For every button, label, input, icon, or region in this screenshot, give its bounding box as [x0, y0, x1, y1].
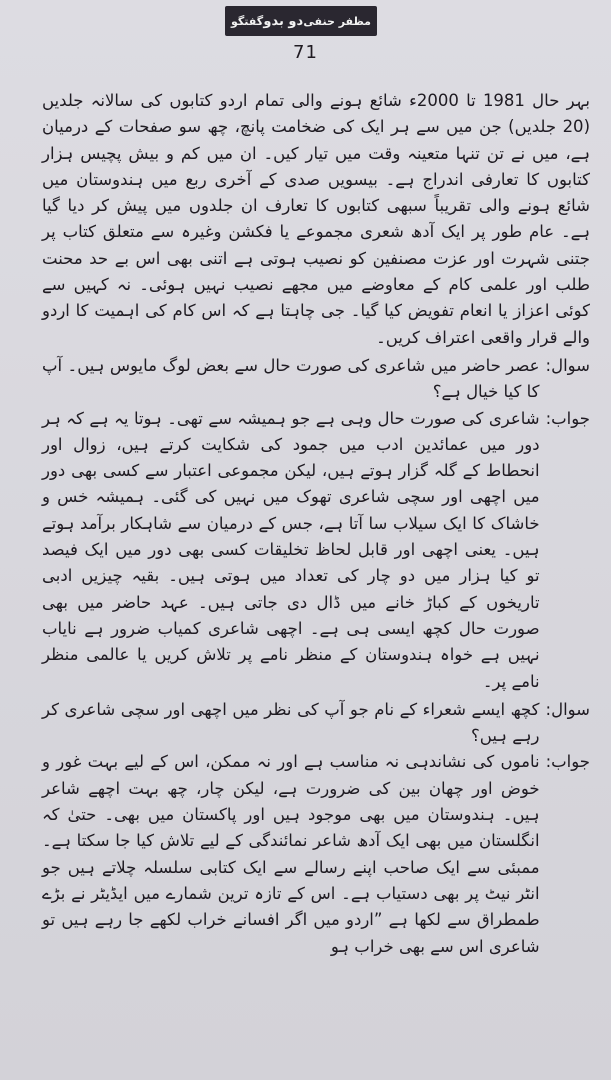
- page-number: 71: [293, 42, 318, 63]
- question-label: سوال:: [545, 699, 590, 719]
- header-book-title: دو بدو: [263, 13, 304, 29]
- answer-text: ناموں کی نشاندہی نہ مناسب ہے اور نہ ممکن، اس کے لیے بہت غور و خوض اور چھان بین کی ضرورت ہے، لیکن چار، چھ بہت اچھے شاعر ہیں۔ ہندوستان میں بھی موجود ہیں اور پاکستان میں بھی۔ حتیٰ کہ انگلستان میں بھی ایک آدھ شاعر نمائندگی کے لیے تلاش کیا جا سکتا ہے۔ ممبئی سے ایک صاحب اپنے رسالے سے ایک کتابی سلسلہ چلاتے ہیں جو انٹر نیٹ پر بھی دستیاب ہے۔ اس کے تازہ ترین شمارے میں ایڈیٹر نے بڑے طمطراق سے لکھا ہے ”اردو میں اگر افسانے خراب لکھے جا رہے ہیں تو شاعری اس سے بھی خراب ہو: [42, 752, 540, 956]
- question-1: [42, 353, 590, 406]
- question-text: کچھ ایسے شعراء کے نام جو آپ کی نظر میں اچھی اور سچی شاعری کر رہے ہیں؟: [42, 699, 540, 746]
- answer-1: [42, 406, 590, 695]
- answer-text: شاعری کی صورت حال وہی ہے جو ہمیشہ سے تھی۔ ہوتا یہ ہے کہ ہر دور میں عمائدین ادب میں جمود کی شکایت کرتے ہیں، زوال اور انحطاط کے گلہ گزار ہوتے ہیں، لیکن مجموعی اعتبار سے کسی بھی دور میں اچھی اور سچی شاعری تھوک میں نہیں کی گئی۔ ہمیشہ خس و خاشاک کا ایک سیلاب سا آتا ہے، جس کے درمیان سے شاہکار برآمد ہوتے ہیں۔ یعنی اچھی اور قابل لحاظ تخلیقات کسی بھی دور میں ایک فیصد تو کیا ہزار میں دو چار کی تعداد میں ہوتی ہیں۔ بقیہ چیزیں ادبی تاریخوں کے کباڑ خانے میں ڈال دی جاتی ہیں۔ عہد حاضر میں بھی صورت حال کچھ ایسی ہی ہے۔ اچھی شاعری کمیاب ضرور ہے نایاب نہیں ہے خواہ ہندوستان کے منظر نامے پر تلاش کریں یا عالمی منظر نامے پر۔: [42, 408, 540, 691]
- question-label: سوال:: [545, 355, 590, 375]
- answer-label: جواب:: [545, 408, 590, 428]
- question-text: عصر حاضر میں شاعری کی صورت حال سے بعض لوگ مایوس ہیں۔ آپ کا کیا خیال ہے؟: [42, 355, 540, 402]
- running-header: [225, 6, 377, 36]
- answer-2: [42, 749, 590, 959]
- intro-paragraph: بہر حال 1981 تا 2000ء شائع ہونے والی تمام اردو کتابوں کی سالانہ جلدیں (20 جلدیں) جن میں سے ہر ایک کی ضخامت پانچ، چھ سو صفحات کے درمیان ہے، میں نے تن تنہا متعینہ وقت میں تیار کیں۔ ان میں کم و بیش پچیس ہزار کتابوں کا تعارفی اندراج ہے۔ بیسویں صدی کے آخری ربع میں ہندوستان میں شائع ہونے والی تقریباً سبھی کتابوں کا تعارف ان جلدوں میں پیش کر دیا گیا ہے۔ عام طور پر ایک آدھ شعری مجموعے یا فکشن وغیرہ سے متعلق کتاب پر جتنی شہرت اور عزت مصنفین کو نصیب ہوتی ہے اتنی بھی اس بے حد محنت طلب اور علمی کام کے معاوضے میں مجھے نصیب نہیں ہوئی۔ نہ کہیں سے کوئی اعزاز یا انعام تفویض کیا گیا۔ جی چاہتا ہے کہ اس کام کی اہمیت کا اردو والے قرار واقعی اعتراف کریں۔: [42, 91, 590, 347]
- answer-label: جواب:: [545, 752, 590, 772]
- header-author: مظفر حنفی: [303, 14, 371, 28]
- question-2: [42, 697, 590, 750]
- header-section: گفتگو: [231, 14, 264, 28]
- page-body: [42, 88, 590, 960]
